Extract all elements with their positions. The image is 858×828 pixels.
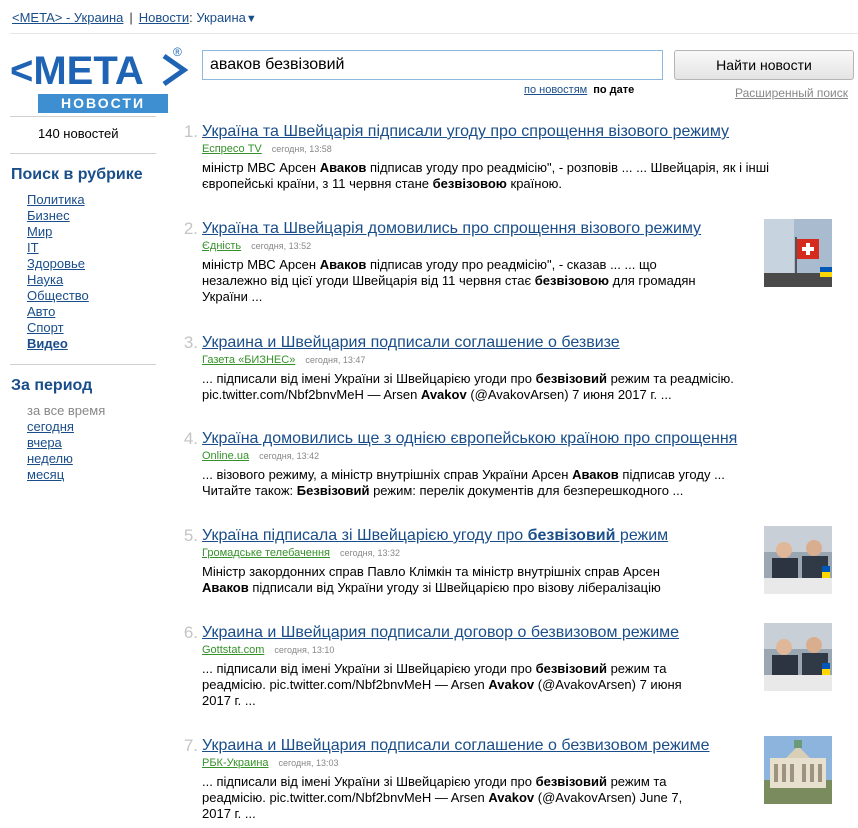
site-home-link[interactable]: <META> - Украина: [12, 10, 124, 25]
snippet-line: [202, 483, 725, 499]
snippet-line: [202, 371, 734, 387]
result-thumbnail[interactable]: [764, 526, 832, 594]
period-link[interactable]: неделю: [27, 451, 73, 466]
result-meta: [202, 354, 365, 366]
logo-text: <META: [10, 49, 144, 93]
result-number: 7.: [183, 736, 198, 755]
snippet-line: [202, 257, 762, 273]
highlight-term: безвізовий: [535, 661, 607, 676]
result-title-link[interactable]: [202, 526, 668, 545]
snippet-text: ... підписали від імені України зі Швейцарією угоди про: [202, 774, 536, 789]
snippet-line: [202, 580, 762, 596]
meta-logo-mark: [10, 46, 190, 96]
breadcrumb-separator: |: [129, 10, 133, 25]
result-title-link[interactable]: Україна та Швейцарія домовились про спрощення візового режиму: [202, 220, 702, 237]
result-number: 4.: [183, 429, 198, 448]
highlight-term: Avakov: [488, 677, 535, 692]
highlight-term: безвізовий: [535, 371, 607, 386]
rubric-link[interactable]: Спорт: [27, 320, 64, 335]
sidebar-divider: [10, 153, 156, 154]
result-snippet: [202, 661, 762, 709]
highlight-term: Аваков: [319, 257, 367, 272]
result-source-link[interactable]: Громадське телебачення: [202, 547, 330, 559]
result-time: сегодня, 13:42: [259, 451, 320, 461]
snippet-text: Міністр закордонних справ Павло Клімкін та міністр внутрішніх справ Арсен: [202, 564, 660, 579]
snippet-text: режим та: [606, 774, 667, 789]
snippet-text: реадмісію. pic.twitter.com/Nbf2bnvMeH — Arsen: [202, 790, 489, 805]
advanced-search-link[interactable]: Расширенный поиск: [735, 86, 848, 100]
result-snippet: [202, 160, 769, 192]
logo-badge: НОВОСТИ: [38, 94, 168, 113]
result-title-link[interactable]: Украина и Швейцария подписали соглашение о безвизе: [202, 334, 620, 351]
result-source-link[interactable]: Еспресо TV: [202, 143, 262, 155]
result-source-link[interactable]: Gottstat.com: [202, 644, 265, 656]
period-link[interactable]: вчера: [27, 435, 62, 450]
result-snippet: [202, 564, 762, 596]
sort-by-news-link[interactable]: по новостям: [524, 84, 588, 96]
result-number: 6.: [183, 623, 198, 642]
rubric-link[interactable]: Видео: [27, 336, 68, 351]
highlight-term: Аваков: [572, 467, 619, 482]
period-list: [27, 403, 105, 483]
result-snippet: [202, 257, 762, 305]
snippet-line: [202, 160, 769, 176]
chevron-down-icon: ▼: [245, 13, 257, 25]
snippet-line: [202, 774, 762, 790]
snippet-text: (@AvakovArsen) 7 июня: [534, 677, 682, 692]
result-meta: [202, 450, 319, 462]
result-number: 1.: [183, 122, 198, 141]
result-snippet: [202, 371, 734, 403]
highlight-term: Безвізовий: [296, 483, 370, 498]
period-link: за все время: [27, 403, 106, 418]
search-button[interactable]: Найти новости: [674, 50, 854, 80]
snippet-line: [202, 693, 762, 709]
result-thumbnail[interactable]: [764, 736, 832, 804]
result-title-link[interactable]: Україна та Швейцарія підписали угоду про спрощення візового режиму: [202, 123, 730, 140]
snippet-text: підписав угоду про реадмісію", - розповів ... ... Швейцарія, як і інші: [366, 160, 770, 175]
snippet-text: міністр МВС Арсен: [202, 257, 320, 272]
rubric-link[interactable]: Авто: [27, 304, 56, 319]
snippet-line: [202, 176, 769, 192]
result-snippet: [202, 774, 762, 822]
period-link[interactable]: сегодня: [27, 419, 74, 434]
result-title-link[interactable]: Украина и Швейцария подписали соглашение о безвизовом режиме: [202, 737, 710, 754]
snippet-text: 2017 г. ...: [202, 693, 256, 708]
highlight-term: безвізовий: [527, 527, 616, 544]
rubric-link[interactable]: Наука: [27, 272, 64, 287]
rubric-link[interactable]: Мир: [27, 224, 53, 239]
snippet-text: режим: перелік документів для безперешкодного ...: [369, 483, 684, 498]
result-title-link[interactable]: Украина и Швейцария подписали договор о безвизовом режиме: [202, 624, 680, 641]
result-thumbnail[interactable]: [764, 623, 832, 691]
snippet-text: Читайте також:: [202, 483, 297, 498]
period-link[interactable]: месяц: [27, 467, 65, 482]
snippet-text: (@AvakovArsen) June 7,: [534, 790, 683, 805]
snippet-line: [202, 564, 762, 580]
snippet-text: підписали від України угоду зі Швейцарією про візову лібералізацію: [248, 580, 661, 595]
sidebar-divider: [10, 116, 156, 117]
highlight-term: Аваков: [202, 580, 249, 595]
snippet-line: [202, 273, 762, 289]
result-meta: [202, 644, 334, 656]
result-source-link[interactable]: Єдність: [202, 240, 242, 252]
result-meta: [202, 143, 332, 155]
result-number: 2.: [183, 219, 198, 238]
sort-by-date-active: по дате: [593, 84, 635, 96]
snippet-line: [202, 467, 725, 483]
result-time: сегодня, 13:10: [274, 645, 335, 655]
rubric-link[interactable]: Политика: [27, 192, 85, 207]
snippet-text: ... підписали від імені України зі Швейцарією угоди про: [202, 661, 536, 676]
snippet-line: [202, 387, 734, 403]
snippet-text: режим та: [606, 661, 667, 676]
result-source-link[interactable]: Online.ua: [202, 450, 250, 462]
snippet-text: незалежно від цієї угоди Швейцарія від 11 червня стає: [202, 273, 535, 288]
snippet-text: України ...: [202, 289, 263, 304]
snippet-line: [202, 677, 762, 693]
logo-chevron-icon: [164, 56, 184, 84]
result-source-link[interactable]: Газета «БИЗНЕС»: [202, 354, 296, 366]
rubric-heading: Поиск в рубрике: [11, 166, 143, 183]
search-input[interactable]: [202, 50, 663, 80]
top-breadcrumb: [12, 10, 257, 25]
snippet-line: [202, 790, 762, 806]
snippet-text: європейські країни, з 11 червня стане: [202, 176, 433, 191]
result-time: сегодня, 13:32: [339, 548, 401, 558]
result-number: 3.: [183, 333, 198, 352]
result-thumbnail[interactable]: [764, 219, 832, 287]
news-section-link[interactable]: Новости: [138, 10, 190, 25]
meta-logo[interactable]: [10, 46, 188, 116]
snippet-line: [202, 289, 762, 305]
snippet-text: (@AvakovArsen) 7 июня 2017 г. ...: [466, 387, 672, 402]
result-time: сегодня, 13:58: [271, 144, 332, 154]
title-text: режим: [615, 527, 669, 544]
results-count: 140 новостей: [38, 126, 119, 141]
rubric-list: [27, 192, 89, 352]
result-snippet: [202, 467, 725, 499]
result-number: 5.: [183, 526, 198, 545]
snippet-line: [202, 806, 762, 822]
result-time: сегодня, 13:03: [278, 758, 339, 768]
region-label: Украина: [196, 10, 246, 25]
title-text: Україна підписала зі Швейцарією угоду про: [202, 527, 528, 544]
breadcrumb-colon: :: [189, 10, 193, 25]
highlight-term: Avakov: [488, 790, 535, 805]
registered-mark: ®: [173, 46, 182, 59]
snippet-text: ... візового режиму, а міністр внутрішніх справ України Арсен: [202, 467, 573, 482]
snippet-text: підписав угоду ...: [618, 467, 725, 482]
sidebar-divider: [10, 364, 156, 365]
snippet-text: підписав угоду про реадмісію", - сказав ... ... що: [366, 257, 657, 272]
result-meta: [202, 547, 400, 559]
rubric-link[interactable]: Бизнес: [27, 208, 70, 223]
result-meta: [202, 757, 339, 769]
snippet-text: 2017 г. ...: [202, 806, 256, 821]
snippet-line: [202, 661, 762, 677]
sort-options: [524, 84, 634, 96]
highlight-term: безвізовою: [534, 273, 609, 288]
snippet-text: реадмісію. pic.twitter.com/Nbf2bnvMeH — Arsen: [202, 677, 489, 692]
rubric-link[interactable]: Общество: [27, 288, 89, 303]
result-time: сегодня, 13:47: [305, 355, 366, 365]
rubric-link[interactable]: IT: [27, 240, 39, 255]
highlight-term: Avakov: [420, 387, 467, 402]
highlight-term: Аваков: [319, 160, 367, 175]
result-time: сегодня, 13:52: [251, 241, 312, 251]
rubric-link[interactable]: Здоровье: [27, 256, 86, 271]
snippet-text: pic.twitter.com/Nbf2bnvMeH — Arsen: [202, 387, 421, 402]
result-meta: [202, 240, 311, 252]
region-dropdown[interactable]: [196, 10, 256, 25]
highlight-term: безвізовий: [535, 774, 607, 789]
header-divider: [10, 33, 858, 34]
result-title-link[interactable]: Україна домовились ще з однією європейською країною про спрощення: [202, 430, 738, 447]
snippet-text: для громадян: [609, 273, 696, 288]
period-heading: За период: [11, 377, 93, 394]
snippet-text: міністр МВС Арсен: [202, 160, 320, 175]
snippet-text: ... підписали від імені України зі Швейцарією угоди про: [202, 371, 536, 386]
highlight-term: безвізовою: [432, 176, 507, 191]
result-source-link[interactable]: РБК-Украина: [202, 757, 269, 769]
snippet-text: режим та реадмісію.: [606, 371, 734, 386]
snippet-text: країною.: [506, 176, 563, 191]
